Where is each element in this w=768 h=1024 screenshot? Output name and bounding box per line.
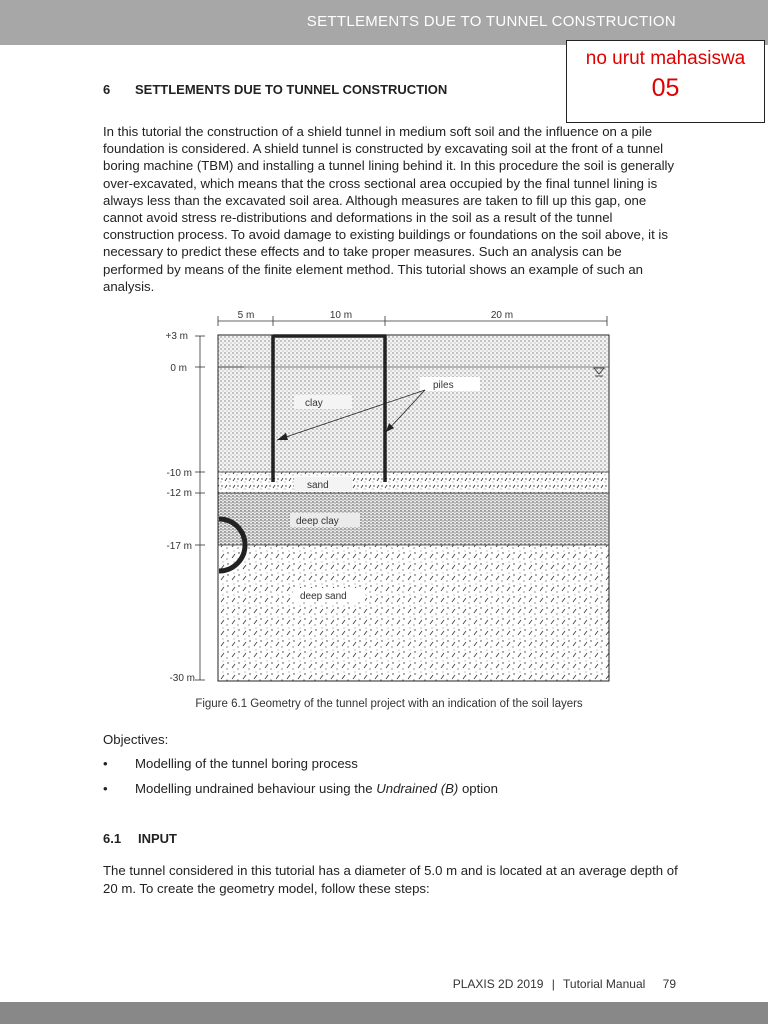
level-scale [195, 336, 205, 680]
header-bar [0, 0, 768, 45]
deep-sand-layer [218, 545, 609, 681]
student-number-box [566, 40, 765, 123]
level-label: +3 m [165, 331, 188, 342]
student-number-label: no urut mahasiswa [585, 48, 746, 69]
deep-clay-layer [218, 493, 609, 545]
clay-layer [218, 335, 609, 472]
layer-label-deep-sand: deep sand [300, 591, 347, 602]
intro-paragraph: In this tutorial the construction of a shield tunnel in medium soft soil and the influence on a pile foundation is considered. A shield tunnel is constructed by excavating soil at the front of a tunnel boring machine (TBM) and installing a tunnel lining behind it. In this procedure the soil is generally over-excavated, which means that the cross sectional area occupied by the final tunnel lining is always less than the excavated soil area. Although measures are taken to fill up this gap, one cannot avoid stress re-distributions and deformations in the soil as a result of the tunnel construction process. To avoid damage to existing buildings or foundations on the soil above, it is necessary to predict these effects and to take proper measures. Such an analysis can be performed by means of the finite element method. This tutorial shows an example of such an analysis. [103, 124, 675, 294]
level-label: -12 m [166, 488, 192, 499]
section-title: SETTLEMENTS DUE TO TUNNEL CONSTRUCTION [135, 82, 448, 97]
objective-item [103, 756, 358, 771]
level-label: -17 m [166, 541, 192, 552]
tunnel-geometry-figure [150, 304, 620, 688]
page-footer [453, 977, 676, 991]
subsection-title: INPUT [138, 831, 177, 846]
subsection-heading [103, 831, 177, 846]
layer-label-clay: clay [305, 398, 323, 409]
subsection-number: 6.1 [103, 831, 122, 846]
layer-label-deep-clay: deep clay [296, 516, 339, 527]
level-label: -30 m [169, 673, 195, 684]
footer-separator: | [551, 977, 555, 991]
objective-item [103, 781, 498, 796]
running-header-title: SETTLEMENTS DUE TO TUNNEL CONSTRUCTION [306, 13, 676, 30]
objective-text-end: option [458, 781, 498, 796]
page-number: 79 [662, 977, 676, 991]
footer-manual: Tutorial Manual [563, 977, 646, 991]
dimension-line [218, 316, 607, 326]
objective-text: Modelling undrained behaviour using the [135, 781, 377, 796]
objectives-label: Objectives: [103, 732, 169, 747]
width-label: 5 m [237, 310, 255, 321]
bullet-marker: • [103, 781, 108, 796]
width-label: 10 m [329, 310, 353, 321]
input-paragraph: The tunnel considered in this tutorial has a diameter of 5.0 m and is located at an average depth of 20 m. To create the geometry model, follow these steps: [103, 863, 678, 896]
objective-italic-term: Undrained (B) [376, 781, 459, 796]
footer-product: PLAXIS 2D 2019 [452, 977, 544, 991]
piles-label: piles [433, 380, 454, 391]
level-label: -10 m [166, 468, 192, 479]
level-label: 0 m [170, 363, 187, 374]
bullet-marker: • [103, 756, 108, 771]
footer-bar [0, 1002, 768, 1024]
figure-caption: Figure 6.1 Geometry of the tunnel project with an indication of the soil layers [195, 698, 583, 710]
width-label: 20 m [490, 310, 514, 321]
section-number: 6 [103, 82, 111, 97]
sand-layer [218, 472, 609, 493]
objective-text: Modelling of the tunnel boring process [135, 756, 358, 771]
section-heading [103, 82, 447, 97]
student-number-value: 05 [651, 74, 680, 102]
layer-label-sand: sand [307, 480, 329, 491]
